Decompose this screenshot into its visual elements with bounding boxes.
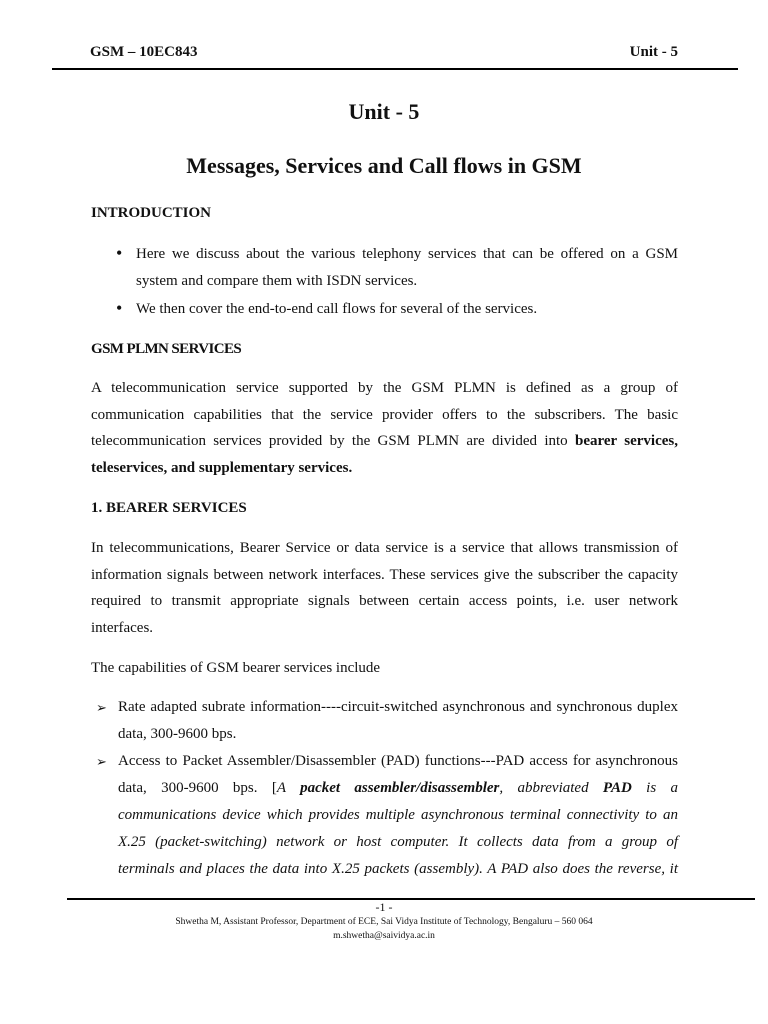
bullet-marker: • bbox=[116, 243, 123, 263]
capabilities-intro: The capabilities of GSM bearer services include bbox=[91, 660, 381, 676]
arrow-bullet-icon: ➢ bbox=[96, 754, 107, 769]
plmn-heading: GSM PLMN SERVICES bbox=[91, 341, 242, 357]
plmn-paragraph: A telecommunication service supported by the GSM PLMN is defined as a group of communication capabilities that the service provider offers to the subscribers. The basic telecommunication services provided by the GSM PLMN are divided into bearer services, teleservices, and supplementary services. bbox=[91, 380, 678, 477]
capability-item-1: Rate adapted subrate information----circuit-switched asynchronous and synchronous duplex data, 300-9600 bps. bbox=[118, 699, 678, 742]
footer-author: Shwetha M, Assistant Professor, Department of ECE, Sai Vidya Institute of Technology, Bengaluru – 560 064 bbox=[175, 917, 593, 927]
intro-bullet-1: Here we discuss about the various telephony services that can be offered on a GSM system and compare them with ISDN services. bbox=[136, 246, 678, 289]
footer-email: m.shwetha@saividya.ac.in bbox=[333, 931, 435, 941]
bearer-heading: 1. BEARER SERVICES bbox=[91, 500, 247, 516]
page-title: Messages, Services and Call flows in GSM bbox=[186, 153, 582, 178]
intro-bullet-2: We then cover the end-to-end call flows for several of the services. bbox=[136, 301, 538, 317]
unit-title: Unit - 5 bbox=[348, 99, 420, 124]
header-rule bbox=[52, 68, 738, 70]
page-number: -1 - bbox=[375, 900, 393, 914]
intro-heading: INTRODUCTION bbox=[91, 205, 212, 221]
capability-item-2: Access to Packet Assembler/Disassembler (PAD) functions---PAD access for asynchronous data, 300-9600 bps. [A packet assembler/disassembler, abbreviated PAD is a communications device which provides multiple asynchronous terminal connectivity to an X.25 (packet-switching) network or host computer. It collects data from a group of terminals and places the data into X.25 packets (assembly). A PAD also does the reverse, it bbox=[118, 753, 678, 877]
page-header bbox=[90, 44, 678, 64]
bullet-marker: • bbox=[116, 298, 123, 318]
arrow-bullet-icon: ➢ bbox=[96, 700, 107, 715]
bearer-paragraph: In telecommunications, Bearer Service or data service is a service that allows transmission of information signals between network interfaces. These services give the subscriber the capacity required to transmit appropriate signals between certain access points, i.e. user network interfaces. bbox=[91, 540, 678, 637]
course-code: GSM – 10EC843 bbox=[90, 44, 198, 60]
header-unit: Unit - 5 bbox=[629, 44, 678, 60]
